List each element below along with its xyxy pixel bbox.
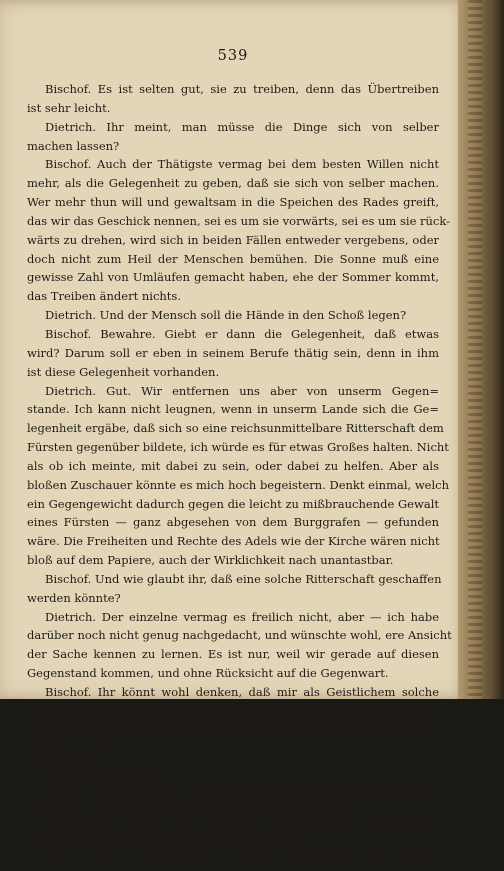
text-line: Gegenstand kommen, und ohne Rücksicht auf die Gegenwart. [27, 666, 389, 681]
text-line: eines Fürsten — ganz abgesehen von dem Burggrafen — gefunden [27, 515, 439, 530]
text-line: Dietrich. Ihr meint, man müsse die Dinge sich von selber [45, 119, 439, 134]
text-line: binden müßten. [27, 741, 120, 756]
text-line: daß mehrere der mächtigsten von Adel zusammentreten und sich ver= [27, 722, 443, 737]
text-line: als ob ich meinte, mit dabei zu sein, oder dabei zu helfen. Aber als [27, 458, 439, 473]
text-line: werden könnte? [27, 590, 121, 605]
text-line: Entwürfe fernliegen. Aber das ergiebt sich bei geringem Nachdenken, [27, 703, 439, 718]
text-line: das wir das Geschick nennen, sei es um sie vorwärts, sei es um sie rück- [27, 213, 451, 228]
text-line: der Sache kennen zu lernen. Es ist nur, weil wir gerade auf diesen [27, 647, 439, 662]
text-line: Bischof. Ja so, ihr sprecht von einem bestimmten Falle. Aller= [45, 854, 439, 869]
text-line: bloßen Zuschauer könnte es mich hoch begeistern. Denkt einmal, welch [27, 477, 449, 492]
text-line: Wer mehr thun will und gewaltsam in die Speichen des Rades greift, [27, 195, 439, 210]
text-line: gewisse Zahl von Umläufen gemacht haben, ehe der Sommer kommt, [27, 270, 439, 285]
text-line: Dietrich. Und der Mensch soll die Hände in den Schoß legen? [45, 308, 407, 323]
text-line: Bischof. Auch der Thätigste vermag bei dem besten Willen nicht [45, 157, 439, 172]
text-line: ist sehr leicht. [27, 100, 111, 115]
text-line: Bischof. Ihr könnt wohl denken, daß mir als Geistlichem solche [45, 685, 439, 699]
text-line: legenheit ergäbe, daß sich so eine reichsunmittelbare Ritterschaft dem [27, 421, 444, 436]
text-line: machen lassen? [27, 138, 120, 153]
text-line: Bischof. Und wie glaubt ihr, daß eine solche Ritterschaft geschaffen [45, 571, 442, 586]
text-line: Dietrich. Gut. Wir entfernen uns aber von unserm Gegen= [45, 383, 439, 398]
text-line: Dietrich. Ihr glaubt, der würde sie gewähren? Er ist ja selber [45, 816, 439, 831]
page-number: 539 [217, 48, 249, 64]
body-text [27, 80, 452, 871]
text-line: Dietrich. Der einzelne vermag es freilich nicht, aber — ich habe [45, 609, 439, 624]
text-line: Dietrich. Und dann? — [45, 760, 179, 775]
text-line: wärts zu drehen, wird sich in beiden Fällen entweder vergebens, oder [27, 232, 439, 247]
text-line: ihn bitten, ihnen die Reichsunmittelbarkeit zu verleihen. [27, 798, 358, 813]
text-line: Fürst und außerdem ein Freund des Burggrafen. [27, 835, 313, 850]
text-line: Bischof. Es ist selten gut, sie zu treiben, denn das Übertreiben [45, 82, 439, 96]
text-line: das Treiben ändert nichts. [27, 289, 181, 304]
text-line: darüber noch nicht genug nachgedacht, und wünschte wohl, ere Ansicht [27, 628, 452, 643]
text-line: mehr, als die Gelegenheit zu geben, daß sie sich von selber machen. [27, 176, 439, 191]
text-line: Bischof. Bewahre. Giebt er dann die Gelegenheit, daß etwas [45, 326, 439, 341]
text-line: stande. Ich kann nicht leugnen, wenn in unserm Lande sich die Ge= [27, 402, 439, 417]
text-line: Bischof. Dann würden sie sich an den Kaiser wenden müssen und [45, 779, 439, 794]
text-line: doch nicht zum Heil der Menschen bemühen. Die Sonne muß eine [27, 251, 439, 266]
binding-texture [468, 0, 482, 699]
text-line: bloß auf dem Papiere, auch der Wirklichkeit nach unantastbar. [27, 553, 394, 568]
text-line: wird? Darum soll er eben in seinem Berufe thätig sein, denn in ihm [27, 345, 439, 360]
text-line: ist diese Gelegenheit vorhanden. [27, 364, 220, 379]
text-line: Fürsten gegenüber bildete, ich würde es für etwas Großes halten. Nicht [27, 440, 449, 455]
text-line: ein Gegengewicht dadurch gegen die leicht zu mißbrauchende Gewalt [27, 496, 439, 511]
text-line: wäre. Die Freiheiten und Rechte des Adels wie der Kirche wären nicht [27, 534, 440, 549]
